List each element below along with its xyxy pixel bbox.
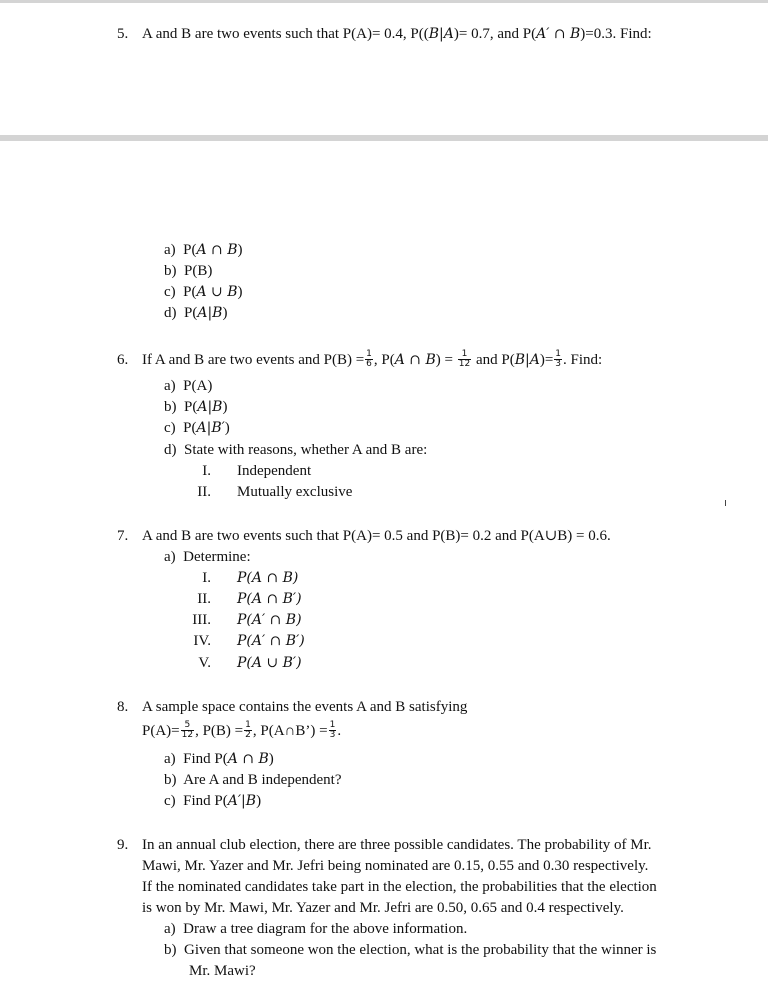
- part-a: a) P(A): [164, 378, 213, 394]
- question-stem: A and B are two events such that P(A)= 0.5 and P(B)= 0.2 and P(A∪B) = 0.6.: [142, 528, 611, 544]
- page-break-divider: [0, 135, 768, 141]
- question-number: 6.: [117, 352, 129, 368]
- sub-item: Mutually exclusive: [237, 484, 353, 500]
- roman-numeral: I.: [202, 570, 211, 586]
- part-b: b) Given that someone won the election, what is the probability that the winner is: [164, 942, 657, 958]
- part-b: b) P(B): [164, 263, 213, 279]
- sub-item: P(A′ ∩ B′): [237, 633, 305, 649]
- roman-numeral: III.: [192, 612, 211, 628]
- sub-item: P(A ∩ B′): [237, 591, 302, 607]
- part-a: a) P(A ∩ B): [164, 242, 243, 258]
- sub-item: P(A ∪ B′): [237, 655, 302, 671]
- question-stem-line: is won by Mr. Mawi, Mr. Yazer and Mr. Jefri are 0.50, 0.65 and 0.4 respectively.: [142, 900, 624, 916]
- question-number: 9.: [117, 837, 129, 853]
- question-stem: A sample space contains the events A and B satisfying: [142, 699, 468, 715]
- fraction: $\frac{1}{2}$: [245, 720, 251, 741]
- roman-numeral: IV.: [193, 633, 211, 649]
- roman-numeral: II.: [197, 591, 211, 607]
- roman-numeral: I.: [202, 463, 211, 479]
- part-a: a) Find P(A ∩ B): [164, 751, 274, 767]
- roman-numeral: II.: [197, 484, 211, 500]
- fraction: $\frac{5}{12}$: [181, 720, 194, 741]
- fraction: $\frac{1}{12}$: [458, 349, 471, 370]
- question-stem-line: In an annual club election, there are three possible candidates. The probability of Mr.: [142, 837, 652, 853]
- top-page-divider: [0, 0, 768, 3]
- margin-mark: [725, 500, 726, 506]
- sub-item: P(A′ ∩ B): [237, 612, 302, 628]
- part-c: c) P(A|B′): [164, 420, 230, 436]
- given-probabilities: P(A)= $\frac{5}{12}$ , P(B) = $\frac{1}{2}$ , P(A∩B’) = $\frac{1}{3}$ .: [142, 720, 342, 741]
- part-c: c) Find P(A′|B): [164, 793, 262, 809]
- sub-item: P(A ∩ B): [237, 570, 299, 586]
- part-d: d) P(A|B): [164, 305, 228, 321]
- part-a: a) Draw a tree diagram for the above information.: [164, 921, 468, 937]
- question-number: 8.: [117, 699, 129, 715]
- part-a: a) Determine:: [164, 549, 251, 565]
- question-stem-line: Mawi, Mr. Yazer and Mr. Jefri being nominated are 0.15, 0.55 and 0.30 respectively.: [142, 858, 649, 874]
- fraction: $\frac{1}{3}$: [329, 720, 336, 741]
- question-stem: If A and B are two events and P(B) = $\frac{1}{6}$ , P(A ∩ B) = $\frac{1}{12}$ and P(B|A)= $\frac{1}{3}$ . Find:: [142, 349, 603, 370]
- part-c: c) P(A ∪ B): [164, 284, 243, 300]
- question-number: 5.: [117, 26, 129, 42]
- part-d: d) State with reasons, whether A and B are:: [164, 442, 428, 458]
- part-b-continued: Mr. Mawi?: [189, 963, 256, 979]
- question-stem-line: If the nominated candidates take part in the election, the probabilities that the election: [142, 879, 657, 895]
- part-b: b) P(A|B): [164, 399, 228, 415]
- roman-numeral: V.: [198, 655, 211, 671]
- part-b: b) Are A and B independent?: [164, 772, 342, 788]
- fraction: $\frac{1}{6}$: [366, 349, 372, 370]
- fraction: $\frac{1}{3}$: [555, 349, 562, 370]
- question-number: 7.: [117, 528, 129, 544]
- sub-item: Independent: [237, 463, 312, 479]
- question-stem: A and B are two events such that P(A)= 0.4, P((B|A)= 0.7, and P(A′ ∩ B)=0.3. Find:: [142, 26, 652, 42]
